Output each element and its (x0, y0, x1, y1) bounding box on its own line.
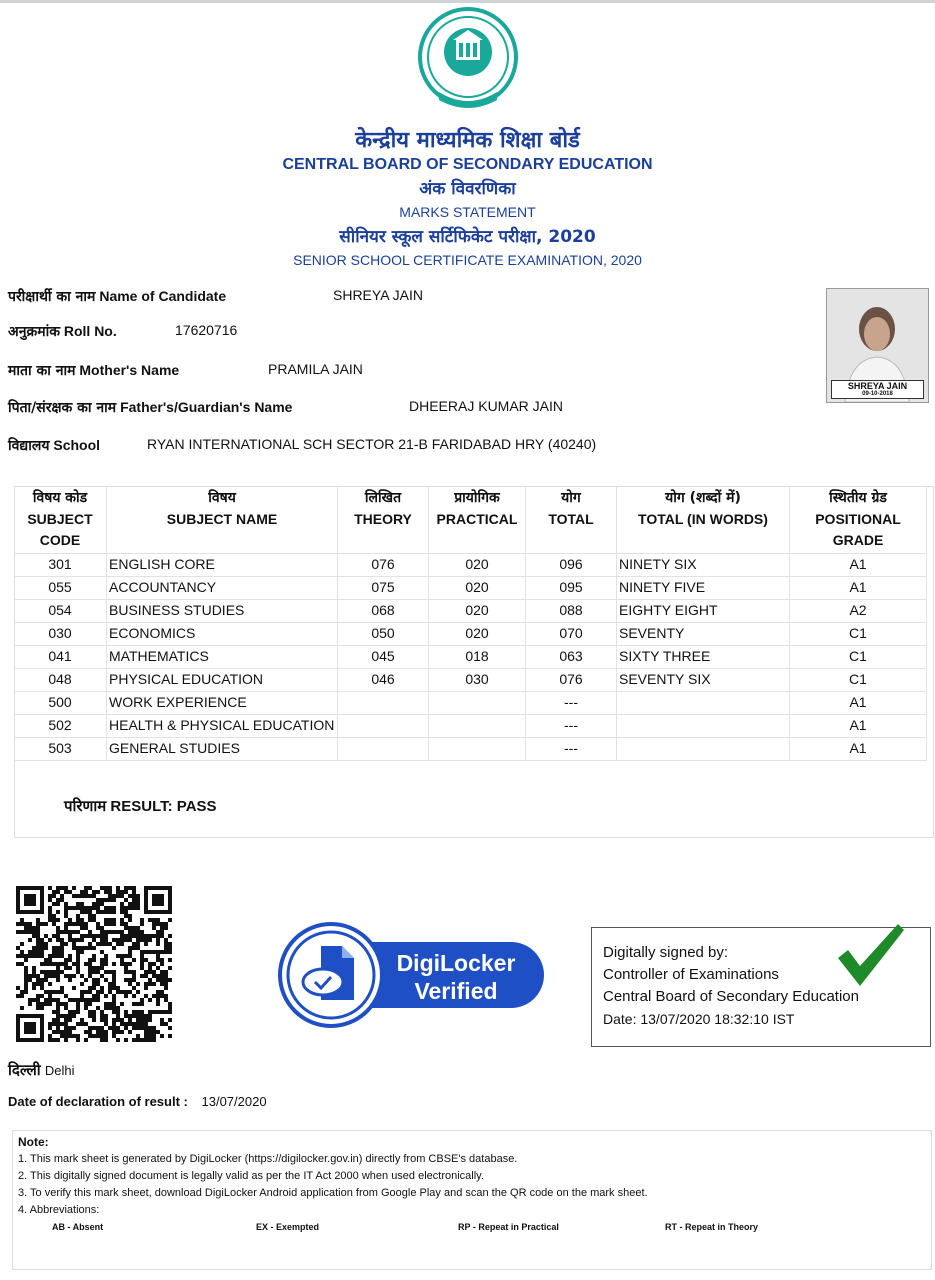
theory-marks: 075 (338, 577, 429, 600)
cbse-logo (417, 6, 519, 116)
subject-code: 054 (14, 600, 107, 623)
notes-title: Note: (18, 1135, 49, 1149)
grade: C1 (790, 623, 927, 646)
practical-marks: 030 (429, 669, 526, 692)
candidate-name-label: Name of Candidate (99, 288, 227, 304)
total-marks: --- (526, 692, 617, 715)
table-row (14, 646, 927, 669)
table-row (14, 692, 927, 715)
subject-name: PHYSICAL EDUCATION (107, 669, 338, 692)
practical-marks: 020 (429, 600, 526, 623)
col-header-grade: स्थितीय ग्रेड POSITIONAL GRADE (790, 486, 927, 554)
total-marks: --- (526, 715, 617, 738)
note-item: 4. Abbreviations: (18, 1204, 100, 1216)
total-words: NINETY SIX (617, 554, 790, 577)
board-title: CENTRAL BOARD OF SECONDARY EDUCATION (282, 156, 653, 173)
school-name: RYAN INTERNATIONAL SCH SECTOR 21-B FARIDABAD HRY (40240) (147, 436, 597, 452)
mother-name: PRAMILA JAIN (268, 361, 363, 377)
practical-marks: 018 (429, 646, 526, 669)
signature-date: Date: 13/07/2020 18:32:10 IST (603, 1011, 795, 1027)
subject-code: 301 (14, 554, 107, 577)
total-marks: 076 (526, 669, 617, 692)
father-label: Father's/Guardian's Name (120, 399, 293, 415)
digilocker-verified-badge (278, 922, 544, 1028)
board-title-hindi: केन्द्रीय माध्यमिक शिक्षा बोर्ड (355, 128, 580, 153)
table-row (14, 623, 927, 646)
grade: A1 (790, 715, 927, 738)
col-header-theory: लिखित THEORY (338, 486, 429, 554)
exam-title: SENIOR SCHOOL CERTIFICATE EXAMINATION, 2020 (293, 252, 642, 268)
candidate-name-label-hindi: परीक्षार्थी का नाम (8, 289, 96, 305)
notes-box (12, 1130, 932, 1270)
candidate-name-row (8, 287, 423, 306)
total-words (617, 715, 790, 738)
result-label: RESULT: PASS (110, 798, 217, 815)
note-item: 2. This digitally signed document is legally valid as per the IT Act 2000 when used electronically. (18, 1170, 484, 1182)
total-marks: 095 (526, 577, 617, 600)
table-row (14, 669, 927, 692)
practical-marks: 020 (429, 623, 526, 646)
col-header-total: योग TOTAL (526, 486, 617, 554)
grade: A1 (790, 577, 927, 600)
theory-marks: 046 (338, 669, 429, 692)
theory-marks: 068 (338, 600, 429, 623)
signature-line3: Central Board of Secondary Education (603, 988, 859, 1005)
result (64, 796, 217, 816)
theory-marks (338, 715, 429, 738)
candidate-photo (826, 288, 929, 403)
mother-label-hindi: माता का नाम (8, 363, 76, 379)
subject-code: 048 (14, 669, 107, 692)
signature-line2: Controller of Examinations (603, 966, 779, 983)
practical-marks: 020 (429, 554, 526, 577)
total-words: SEVENTY (617, 623, 790, 646)
abbreviations-row (18, 1219, 931, 1233)
subject-name: MATHEMATICS (107, 646, 338, 669)
declaration-label: Date of declaration of result : (8, 1094, 188, 1109)
school-label-hindi: विद्यालय (8, 438, 50, 454)
subject-code: 500 (14, 692, 107, 715)
place (8, 1060, 74, 1080)
abbr-repeat-practical: RP - Repeat in Practical (458, 1222, 559, 1232)
digilocker-line2: Verified (414, 978, 498, 1004)
total-words: SIXTY THREE (617, 646, 790, 669)
table-header-row (14, 486, 927, 554)
total-marks: 063 (526, 646, 617, 669)
col-header-code: विषय कोड SUBJECT CODE (14, 486, 107, 554)
candidate-name: SHREYA JAIN (333, 287, 423, 303)
col-header-subject: विषय SUBJECT NAME (107, 486, 338, 554)
signature-line1: Digitally signed by: (603, 944, 729, 961)
total-words: SEVENTY SIX (617, 669, 790, 692)
roll-label: Roll No. (63, 323, 117, 339)
col-header-practical: प्रायोगिक PRACTICAL (429, 486, 526, 554)
total-marks: --- (526, 738, 617, 761)
total-words: EIGHTY EIGHT (617, 600, 790, 623)
subject-name: WORK EXPERIENCE (107, 692, 338, 715)
marks-table (14, 486, 927, 761)
exam-title-hindi: सीनियर स्कूल सर्टिफिकेट परीक्षा, 2020 (339, 227, 596, 247)
practical-marks: 020 (429, 577, 526, 600)
theory-marks: 076 (338, 554, 429, 577)
mother-label: Mother's Name (79, 362, 180, 378)
qr-code[interactable] (16, 886, 172, 1042)
place-hindi: दिल्ली (8, 1061, 41, 1079)
statement-title: MARKS STATEMENT (399, 204, 536, 220)
school-row (8, 436, 597, 455)
result-label-hindi: परिणाम (64, 797, 107, 815)
table-row (14, 715, 927, 738)
subject-code: 055 (14, 577, 107, 600)
subject-name: ENGLISH CORE (107, 554, 338, 577)
subject-code: 030 (14, 623, 107, 646)
grade: C1 (790, 646, 927, 669)
total-words (617, 692, 790, 715)
total-marks: 088 (526, 600, 617, 623)
table-row (14, 600, 927, 623)
place-english: Delhi (44, 1063, 75, 1078)
grade: A1 (790, 692, 927, 715)
total-words (617, 738, 790, 761)
father-label-hindi: पिता/संरक्षक का नाम (8, 400, 117, 416)
father-row (8, 398, 564, 417)
abbr-repeat-theory: RT - Repeat in Theory (665, 1222, 759, 1232)
mother-row (8, 361, 363, 380)
table-row (14, 738, 927, 761)
subject-code: 503 (14, 738, 107, 761)
subject-name: BUSINESS STUDIES (107, 600, 338, 623)
total-marks: 096 (526, 554, 617, 577)
roll-number: 17620716 (175, 322, 238, 338)
theory-marks (338, 738, 429, 761)
note-item: 3. To verify this mark sheet, download DigiLocker Android application from Google Play and scan the QR code on the mark sheet. (18, 1187, 648, 1199)
grade: A1 (790, 738, 927, 761)
declaration-date-row (8, 1094, 267, 1109)
grade: A1 (790, 554, 927, 577)
theory-marks (338, 692, 429, 715)
theory-marks: 050 (338, 623, 429, 646)
photo-name: SHREYA JAIN (847, 381, 908, 391)
photo-date: 09-10-2018 (862, 391, 893, 397)
total-marks: 070 (526, 623, 617, 646)
table-row (14, 554, 927, 577)
subject-name: ECONOMICS (107, 623, 338, 646)
table-row (14, 577, 927, 600)
subject-name: ACCOUNTANCY (107, 577, 338, 600)
marks-table-body (14, 554, 927, 761)
note-item: 1. This mark sheet is generated by DigiLocker (https://digilocker.gov.in) directly from CBSE's database. (18, 1153, 518, 1165)
subject-name: GENERAL STUDIES (107, 738, 338, 761)
subject-name: HEALTH & PHYSICAL EDUCATION (107, 715, 338, 738)
subject-code: 502 (14, 715, 107, 738)
digilocker-line1: DigiLocker (396, 950, 516, 976)
declaration-date: 13/07/2020 (201, 1094, 267, 1109)
practical-marks (429, 738, 526, 761)
total-words: NINETY FIVE (617, 577, 790, 600)
theory-marks: 045 (338, 646, 429, 669)
col-header-total-words: योग (शब्दों में) TOTAL (IN WORDS) (617, 486, 790, 554)
father-name: DHEERAJ KUMAR JAIN (409, 398, 564, 414)
photo-stamp (831, 380, 924, 399)
statement-title-hindi: अंक विवरणिका (419, 179, 516, 199)
roll-row (8, 322, 238, 341)
school-label: School (53, 437, 101, 453)
grade: A2 (790, 600, 927, 623)
roll-label-hindi: अनुक्रमांक (8, 324, 60, 340)
abbr-exempted: EX - Exempted (256, 1222, 320, 1232)
practical-marks (429, 715, 526, 738)
green-check-icon (834, 918, 906, 990)
abbr-absent: AB - Absent (52, 1222, 104, 1232)
practical-marks (429, 692, 526, 715)
top-border (0, 0, 935, 3)
grade: C1 (790, 669, 927, 692)
subject-code: 041 (14, 646, 107, 669)
